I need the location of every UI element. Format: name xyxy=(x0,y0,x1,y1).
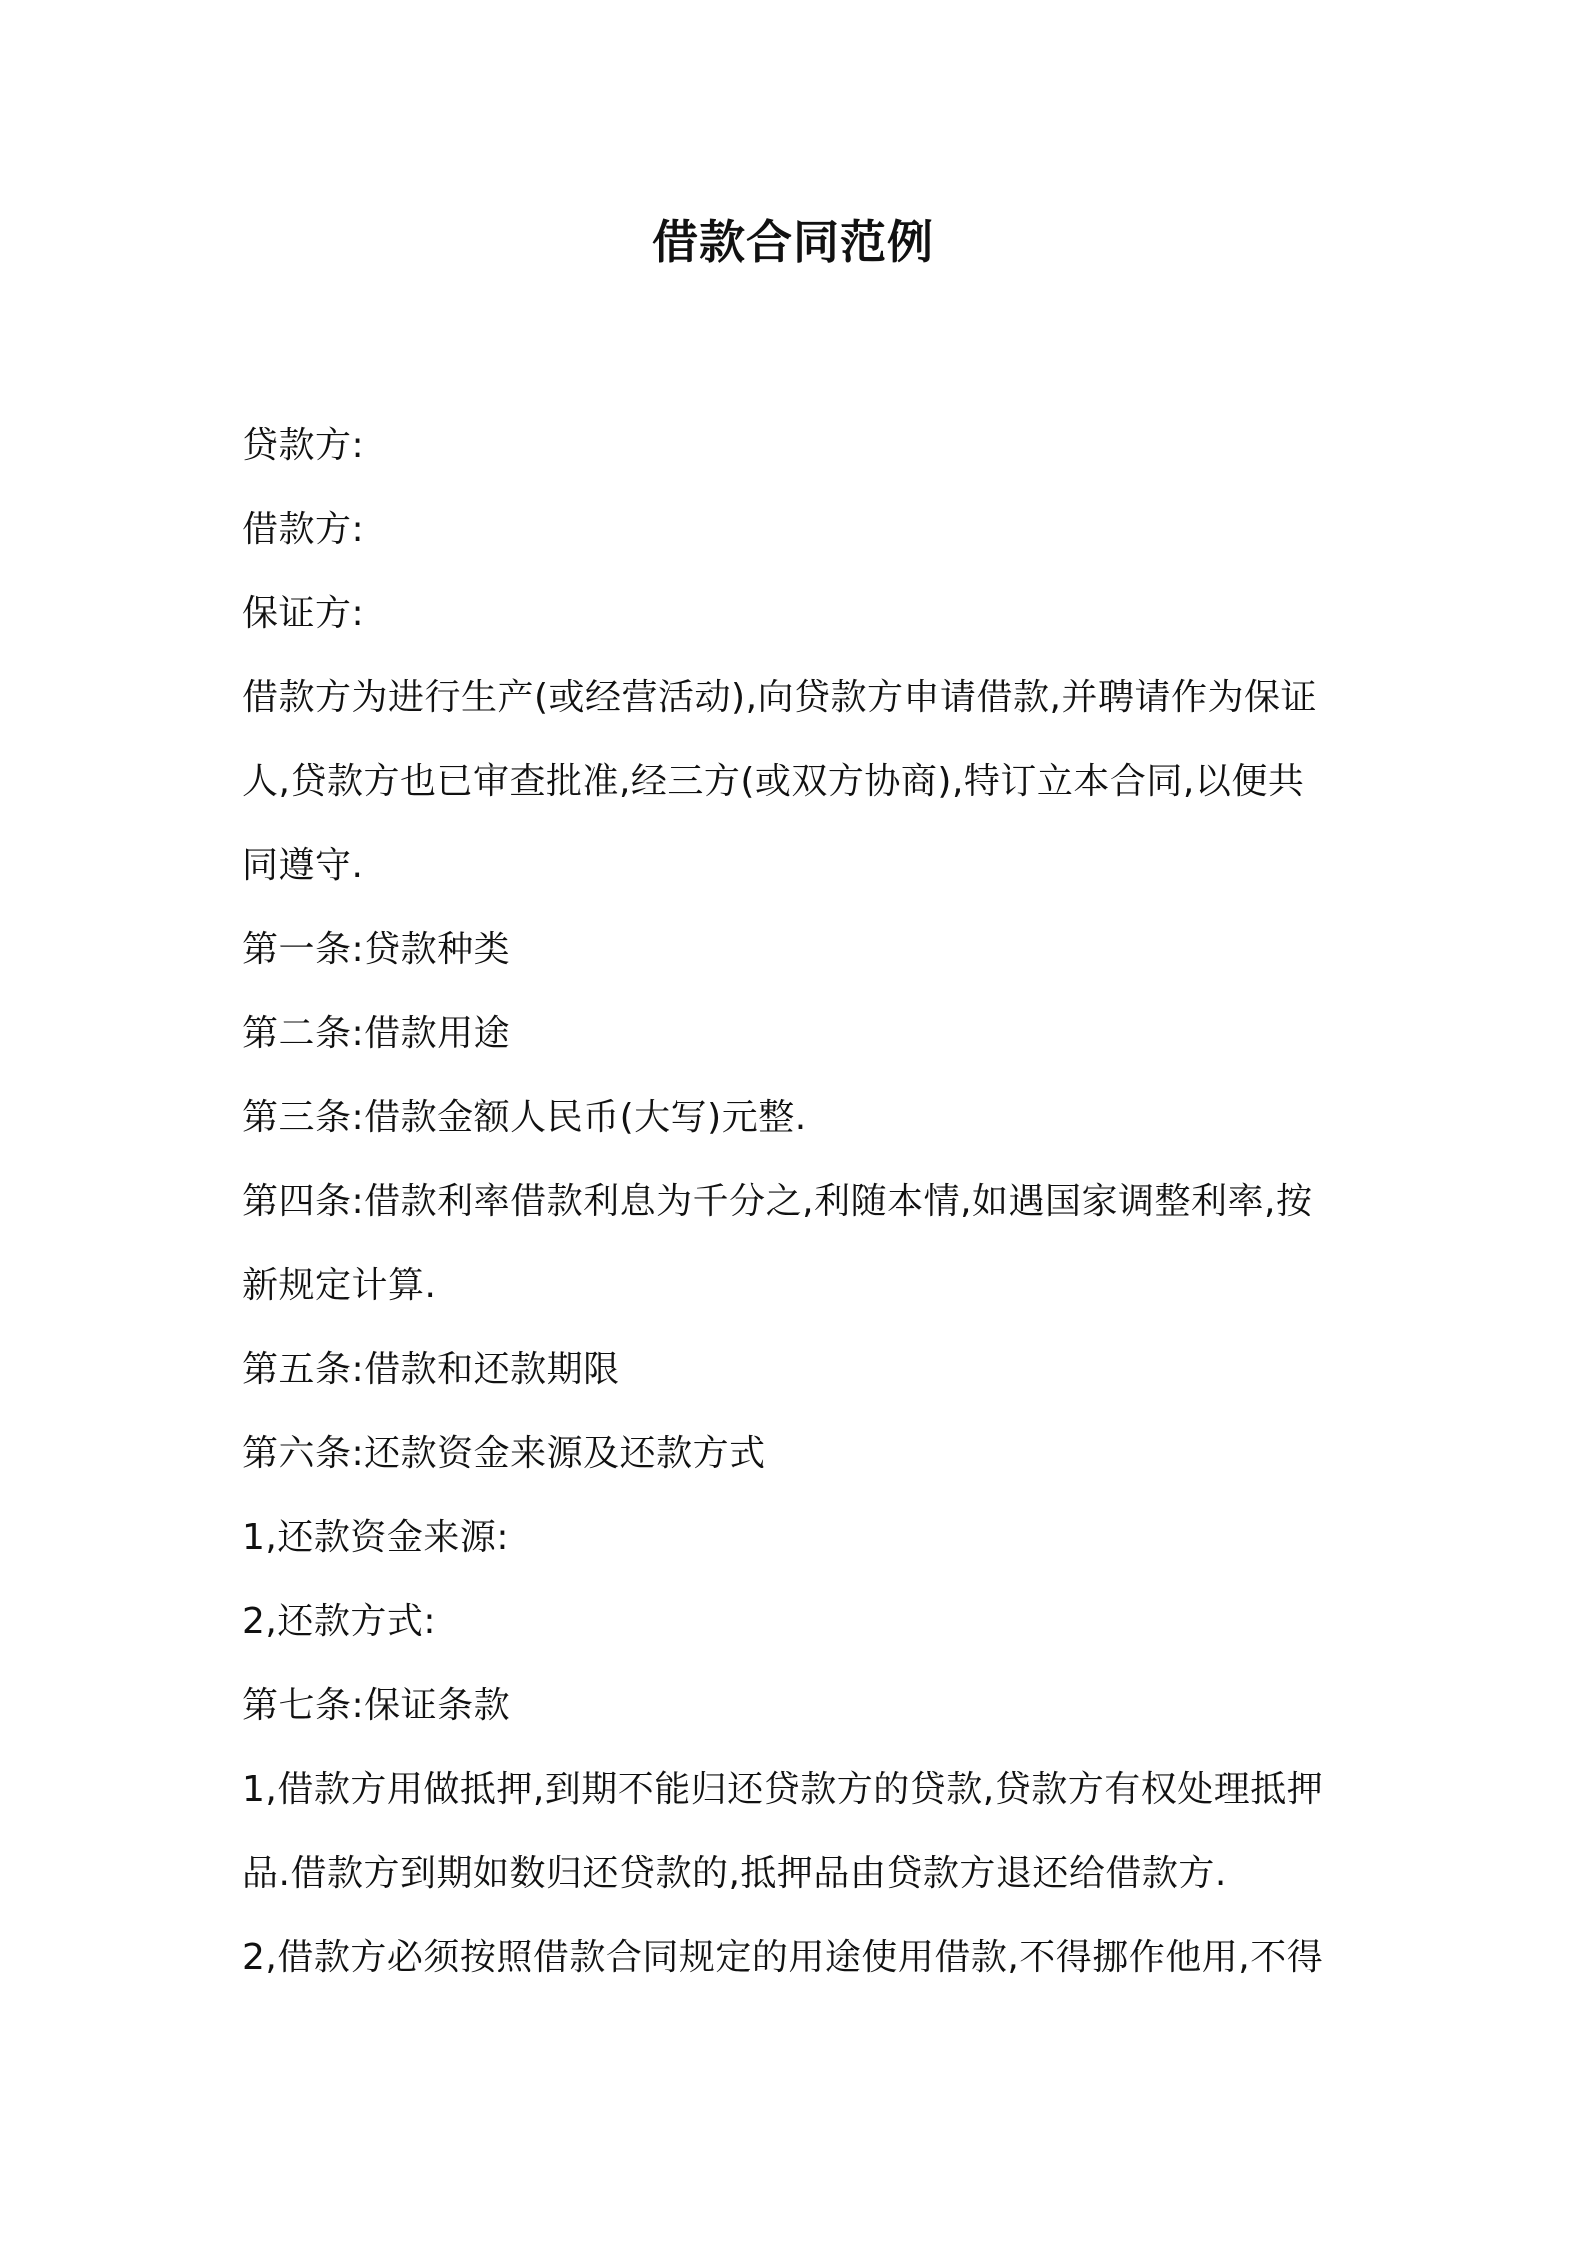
line-preamble-3: 同遵守. xyxy=(242,845,364,886)
line-preamble-1: 借款方为进行生产(或经营活动),向贷款方申请借款,并聘请作为保证 xyxy=(242,677,1317,718)
line-article-7: 第七条:保证条款 xyxy=(242,1685,511,1726)
line-article-6-item-1: 1,还款资金来源: xyxy=(242,1517,509,1558)
line-article-4-b: 新规定计算. xyxy=(242,1265,437,1306)
line-article-7-item-1-a: 1,借款方用做抵押,到期不能归还贷款方的贷款,贷款方有权处理抵押 xyxy=(242,1769,1324,1810)
line-article-2: 第二条:借款用途 xyxy=(242,1013,511,1054)
line-article-1: 第一条:贷款种类 xyxy=(242,929,511,970)
line-guarantor: 保证方: xyxy=(242,593,365,634)
document-body xyxy=(242,404,1352,2000)
line-article-5: 第五条:借款和还款期限 xyxy=(242,1349,620,1390)
line-lender: 贷款方: xyxy=(242,425,365,466)
line-article-6: 第六条:还款资金来源及还款方式 xyxy=(242,1433,766,1474)
line-article-3: 第三条:借款金额人民币(大写)元整. xyxy=(242,1097,807,1138)
document-title: 借款合同范例 xyxy=(652,215,934,269)
line-article-7-item-2: 2,借款方必须按照借款合同规定的用途使用借款,不得挪作他用,不得 xyxy=(242,1937,1324,1978)
line-borrower: 借款方: xyxy=(242,509,365,550)
line-article-6-item-2: 2,还款方式: xyxy=(242,1601,436,1642)
line-article-7-item-1-b: 品.借款方到期如数归还贷款的,抵押品由贷款方退还给借款方. xyxy=(242,1853,1227,1894)
line-preamble-2: 人,贷款方也已审查批准,经三方(或双方协商),特订立本合同,以便共 xyxy=(242,761,1305,802)
line-article-4-a: 第四条:借款利率借款利息为千分之,利随本情,如遇国家调整利率,按 xyxy=(242,1181,1313,1222)
